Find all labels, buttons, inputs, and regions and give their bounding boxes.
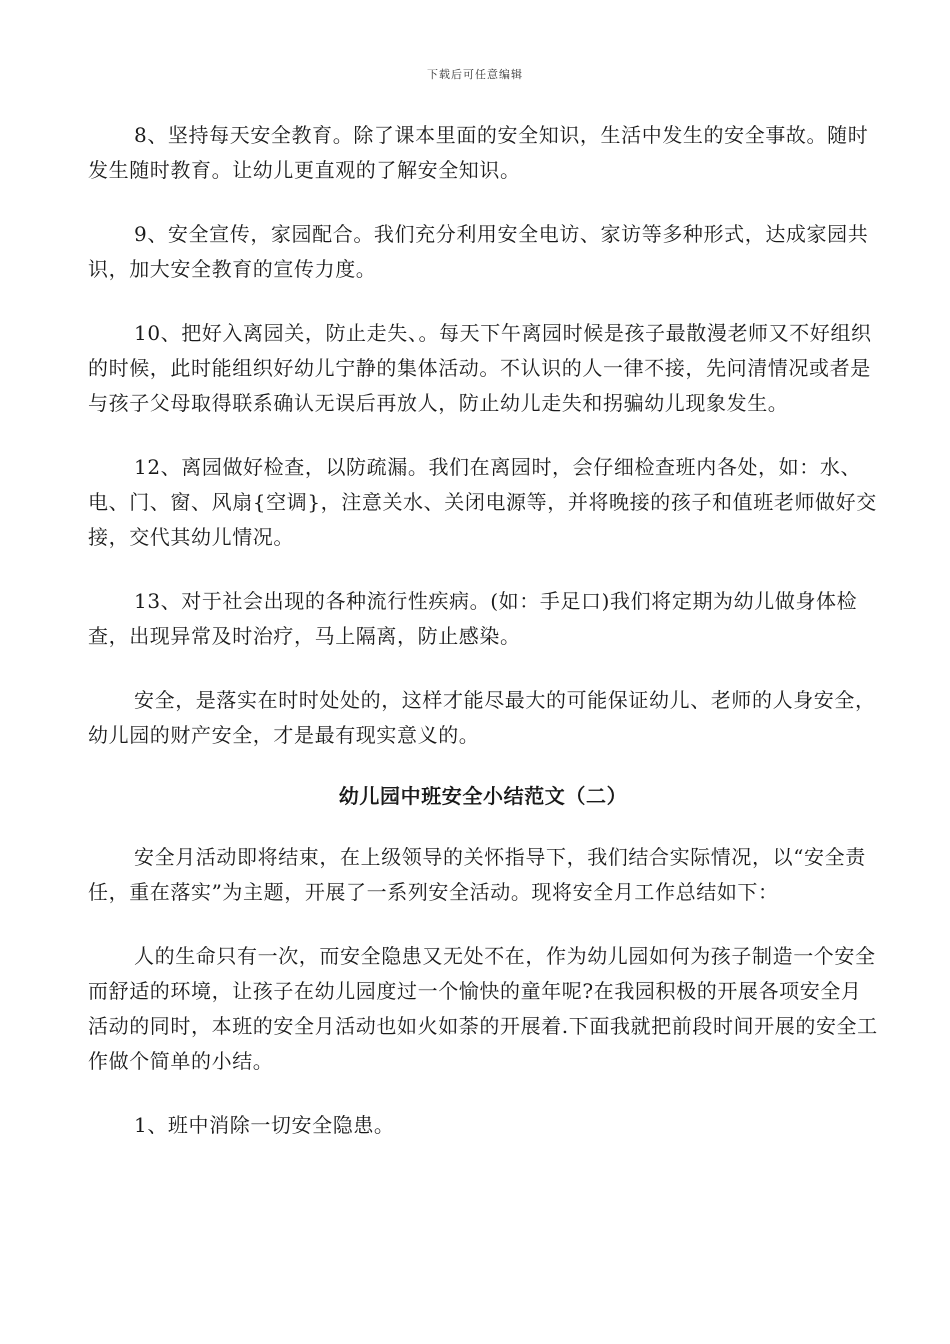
paragraph-item-8: 8、坚持每天安全教育。除了课本里面的安全知识，生活中发生的安全事故。随时发生随时教育。让幼儿更直观的了解安全知识。 — [88, 123, 869, 182]
document-body — [88, 118, 878, 1172]
paragraph-item-13: 13、对于社会出现的各种流行性疾病。(如：手足口)我们将定期为幼儿做身体检查，出现异常及时治疗，马上隔离，防止感染。 — [88, 589, 858, 648]
paragraph-intro: 安全月活动即将结束，在上级领导的关怀指导下，我们结合实际情况，以“安全责任，重在落实”为主题，开展了一系列安全活动。现将安全月工作总结如下： — [88, 845, 866, 904]
section-title: 幼儿园中班安全小结范文（二） — [338, 784, 628, 808]
paragraph-item-12: 12、离园做好检查，以防疏漏。我们在离园时，会仔细检查班内各处，如：水、电、门、窗、风扇{空调}，注意关水、关闭电源等，并将晚接的孩子和值班老师做好交接，交代其幼儿情况。 — [88, 455, 877, 549]
paragraph-item-10: 10、把好入离园关，防止走失、。每天下午离园时候是孩子最散漫老师又不好组织的时候，此时能组织好幼儿宁静的集体活动。不认识的人一律不接，先问清情况或者是与孩子父母取得联系确认无误后再放人，防止幼儿走失和拐骗幼儿现象发生。 — [88, 321, 872, 415]
page-header: 下载后可任意编辑 — [427, 68, 523, 81]
paragraph-item-9: 9、安全宣传，家园配合。我们充分利用安全电访、家访等多种形式，达成家园共识，加大安全教育的宣传力度。 — [88, 222, 869, 281]
paragraph-summary: 安全，是落实在时时处处的，这样才能尽最大的可能保证幼儿、老师的人身安全，幼儿园的财产安全，才是最有现实意义的。 — [88, 688, 876, 747]
paragraph-body: 人的生命只有一次，而安全隐患又无处不在，作为幼儿园如何为孩子制造一个安全而舒适的环境，让孩子在幼儿园度过一个愉快的童年呢?在我园积极的开展各项安全月活动的同时，本班的安全月活动也如火如荼的开展着.下面我就把前段时间开展的安全工作做个简单的小结。 — [88, 944, 878, 1073]
paragraph-item-1: 1、班中消除一切安全隐患。 — [134, 1113, 395, 1137]
